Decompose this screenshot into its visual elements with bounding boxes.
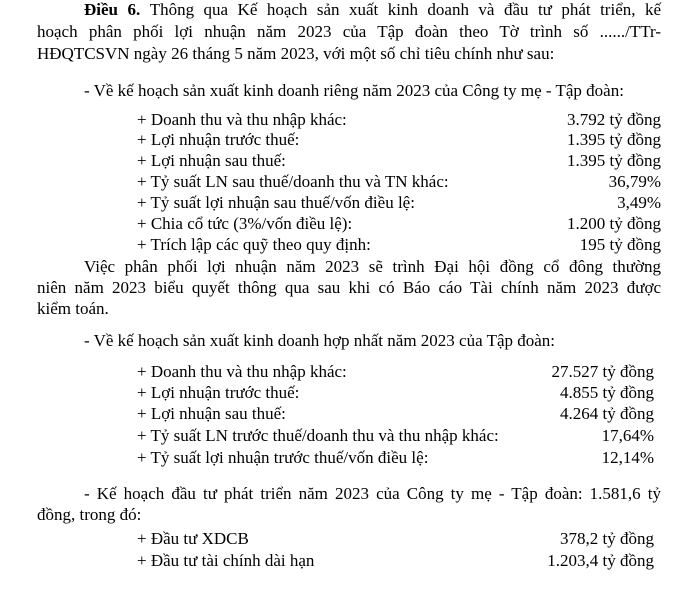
section1-row-value: 36,79%: [608, 172, 661, 191]
section3-title-line-2: đồng, trong đó:: [37, 505, 142, 524]
section1-row-value: 1.200 tỷ đồng: [567, 214, 661, 233]
intro-line-1: [84, 0, 661, 20]
section2-title: - Về kế hoạch sản xuất kinh doanh hợp nhất năm 2023 của Tập đoàn:: [84, 331, 556, 350]
intro-text-1: Thông qua Kế hoạch sản xuất kinh doanh và đầu tư phát triển, kế: [149, 0, 661, 19]
section1-row-label: + Doanh thu và thu nhập khác:: [137, 110, 347, 129]
section2-row-label: + Lợi nhuận trước thuế:: [137, 383, 300, 402]
section2-row-label: + Doanh thu và thu nhập khác:: [137, 362, 347, 381]
section2-row-value: 12,14%: [601, 448, 654, 467]
section1-row-label: + Trích lập các quỹ theo quy định:: [137, 235, 371, 254]
section2-row-label: + Lợi nhuận sau thuế:: [137, 404, 286, 423]
section1-row-label: + Lợi nhuận trước thuế:: [137, 130, 300, 149]
section1-row-value: 3,49%: [617, 193, 661, 212]
section1-note-line-1: Việc phân phối lợi nhuận năm 2023 sẽ trình Đại hội đồng cổ đông thường: [84, 257, 661, 276]
section3-row-value: 1.203,4 tỷ đồng: [547, 551, 654, 570]
section1-row-label: + Chia cổ tức (3%/vốn điều lệ):: [137, 214, 353, 233]
section2-row-value: 17,64%: [601, 426, 654, 445]
section1-row-value: 3.792 tỷ đồng: [567, 110, 661, 129]
section1-row-value: 1.395 tỷ đồng: [567, 151, 661, 170]
section1-note-line-2: niên năm 2023 biểu quyết thông qua sau khi có Báo cáo Tài chính năm 2023 được: [37, 278, 661, 297]
section2-row-value: 4.264 tỷ đồng: [560, 404, 654, 423]
article-heading: Điều 6.: [84, 0, 150, 19]
section2-row-label: + Tỷ suất lợi nhuận trước thuế/vốn điều lệ:: [137, 448, 429, 467]
section1-note-line-3: kiểm toán.: [37, 299, 109, 318]
section3-title-line-1: - Kế hoạch đầu tư phát triển năm 2023 của Công ty mẹ - Tập đoàn: 1.581,6 tỷ: [84, 484, 661, 503]
section2-row-value: 4.855 tỷ đồng: [560, 383, 654, 402]
section3-row-label: + Đầu tư tài chính dài hạn: [137, 551, 315, 570]
section3-row-label: + Đầu tư XDCB: [137, 529, 249, 548]
section1-row-value: 195 tỷ đồng: [579, 235, 661, 254]
section1-row-value: 1.395 tỷ đồng: [567, 130, 661, 149]
section2-row-label: + Tỷ suất LN trước thuế/doanh thu và thu nhập khác:: [137, 426, 499, 445]
section1-row-label: + Tỷ suất lợi nhuận sau thuế/vốn điều lệ:: [137, 193, 415, 212]
section1-row-label: + Tỷ suất LN sau thuế/doanh thu và TN khác:: [137, 172, 449, 191]
section1-row-label: + Lợi nhuận sau thuế:: [137, 151, 286, 170]
section1-title: - Về kế hoạch sản xuất kinh doanh riêng năm 2023 của Công ty mẹ - Tập đoàn:: [84, 81, 624, 100]
intro-line-2: hoạch phân phối lợi nhuận năm 2023 của Tập đoàn theo Tờ trình số ....../TTr-: [37, 22, 661, 41]
section3-row-value: 378,2 tỷ đồng: [560, 529, 654, 548]
intro-line-3: HĐQTCSVN ngày 26 tháng 5 năm 2023, với một số chỉ tiêu chính như sau:: [37, 44, 555, 63]
section2-row-value: 27.527 tỷ đồng: [551, 362, 654, 381]
